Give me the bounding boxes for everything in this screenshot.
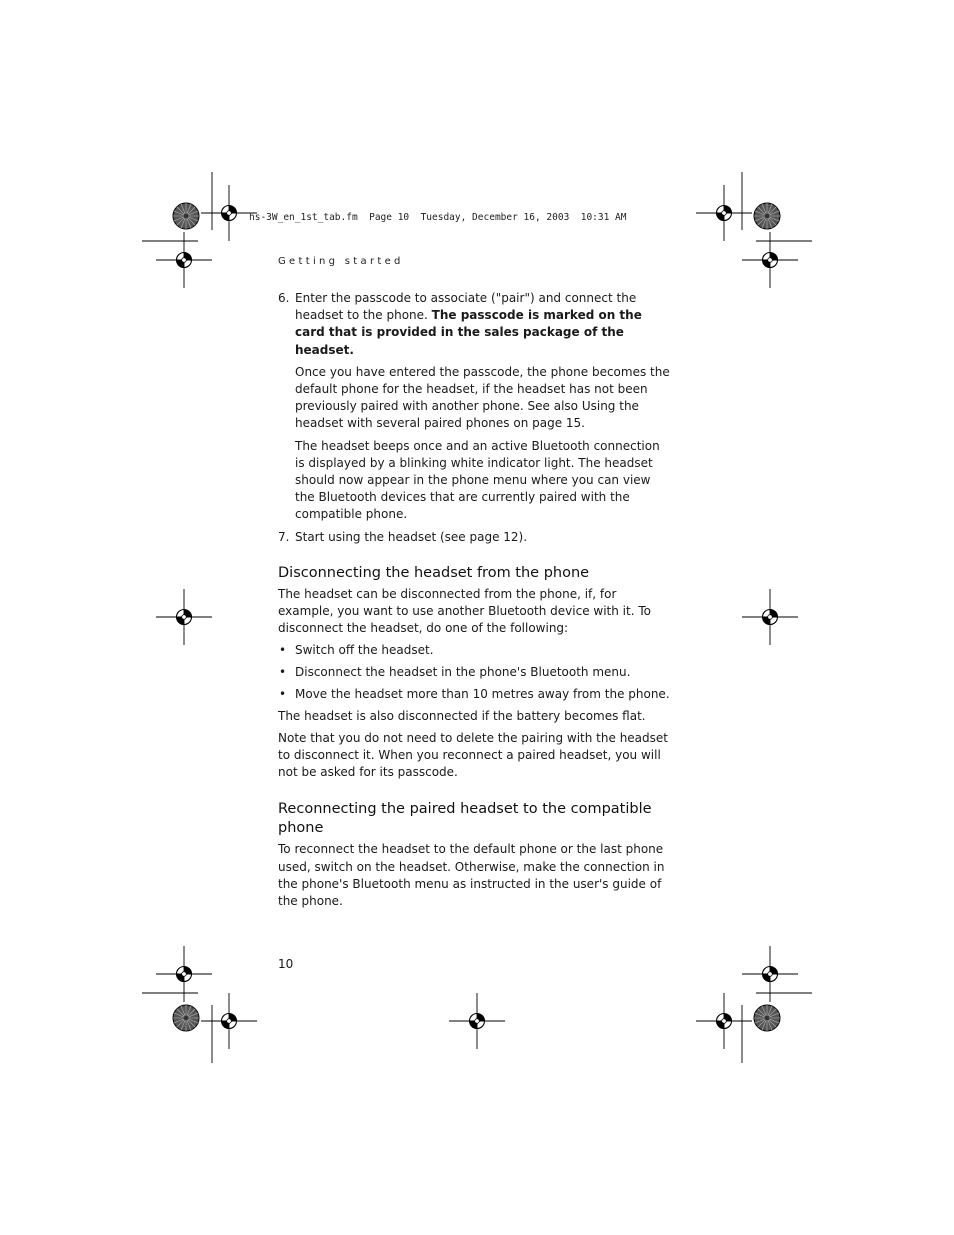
- list-item: [278, 642, 670, 659]
- disconnect-paragraph-2: Note that you do not need to delete the pairing with the headset to disconnect it. When you reconnect a paired headset, you will not be asked for its passcode.: [278, 730, 668, 780]
- disconnect-intro: The headset can be disconnected from the phone, if, for example, you want to use another Bluetooth device with it. To disconnect the headset, do one of the following:: [278, 586, 651, 636]
- step-6-note: The passcode is marked on the card that is provided in the sales package of the headset.: [295, 308, 642, 357]
- disconnect-paragraph-1: The headset is also disconnected if the battery becomes flat.: [278, 708, 646, 723]
- step-number: 7.: [278, 529, 290, 544]
- list-item-text: Switch off the headset.: [295, 643, 434, 658]
- bullet-icon: •: [279, 643, 287, 658]
- bullet-icon: •: [279, 665, 287, 680]
- step-7: [278, 529, 670, 546]
- step-6-paragraph-1: Once you have entered the passcode, the phone becomes the default phone for the headset, if the headset has not been previously paired with another phone. See also Using the headset with several paired phones on page 15.: [295, 364, 670, 431]
- section-heading-reconnecting: Reconnecting the paired headset to the compatible phone: [278, 801, 652, 837]
- step-6-text: Enter the passcode to associate ("pair") and connect the headset to the phone.: [295, 291, 637, 323]
- list-item: [278, 664, 670, 681]
- list-item-text: Disconnect the headset in the phone's Bluetooth menu.: [295, 665, 631, 680]
- page-body: [278, 290, 670, 915]
- list-item: [278, 686, 670, 703]
- step-6-paragraph-2: The headset beeps once and an active Bluetooth connection is displayed by a blinking white indicator light. The headset should now appear in the phone menu where you can view the Bluetooth devices that are currently paired with the compatible phone.: [295, 438, 660, 522]
- reconnect-paragraph: To reconnect the headset to the default phone or the last phone used, switch on the headset. Otherwise, make the connection in the phone's Bluetooth menu as instructed in the user's guide of the phone.: [278, 842, 665, 908]
- page-number: 10: [278, 957, 294, 971]
- list-item-text: Move the headset more than 10 metres away from the phone.: [295, 686, 670, 701]
- step-number: 6.: [278, 291, 290, 305]
- bullet-icon: •: [279, 686, 287, 701]
- running-head: Getting started: [278, 256, 404, 267]
- step-6: [278, 290, 670, 359]
- step-7-text: Start using the headset (see page 12).: [295, 529, 528, 544]
- file-slug: hs-3W_en_1st_tab.fm Page 10 Tuesday, December 16, 2003 10:31 AM: [249, 212, 627, 223]
- section-heading-disconnecting: Disconnecting the headset from the phone: [278, 564, 590, 581]
